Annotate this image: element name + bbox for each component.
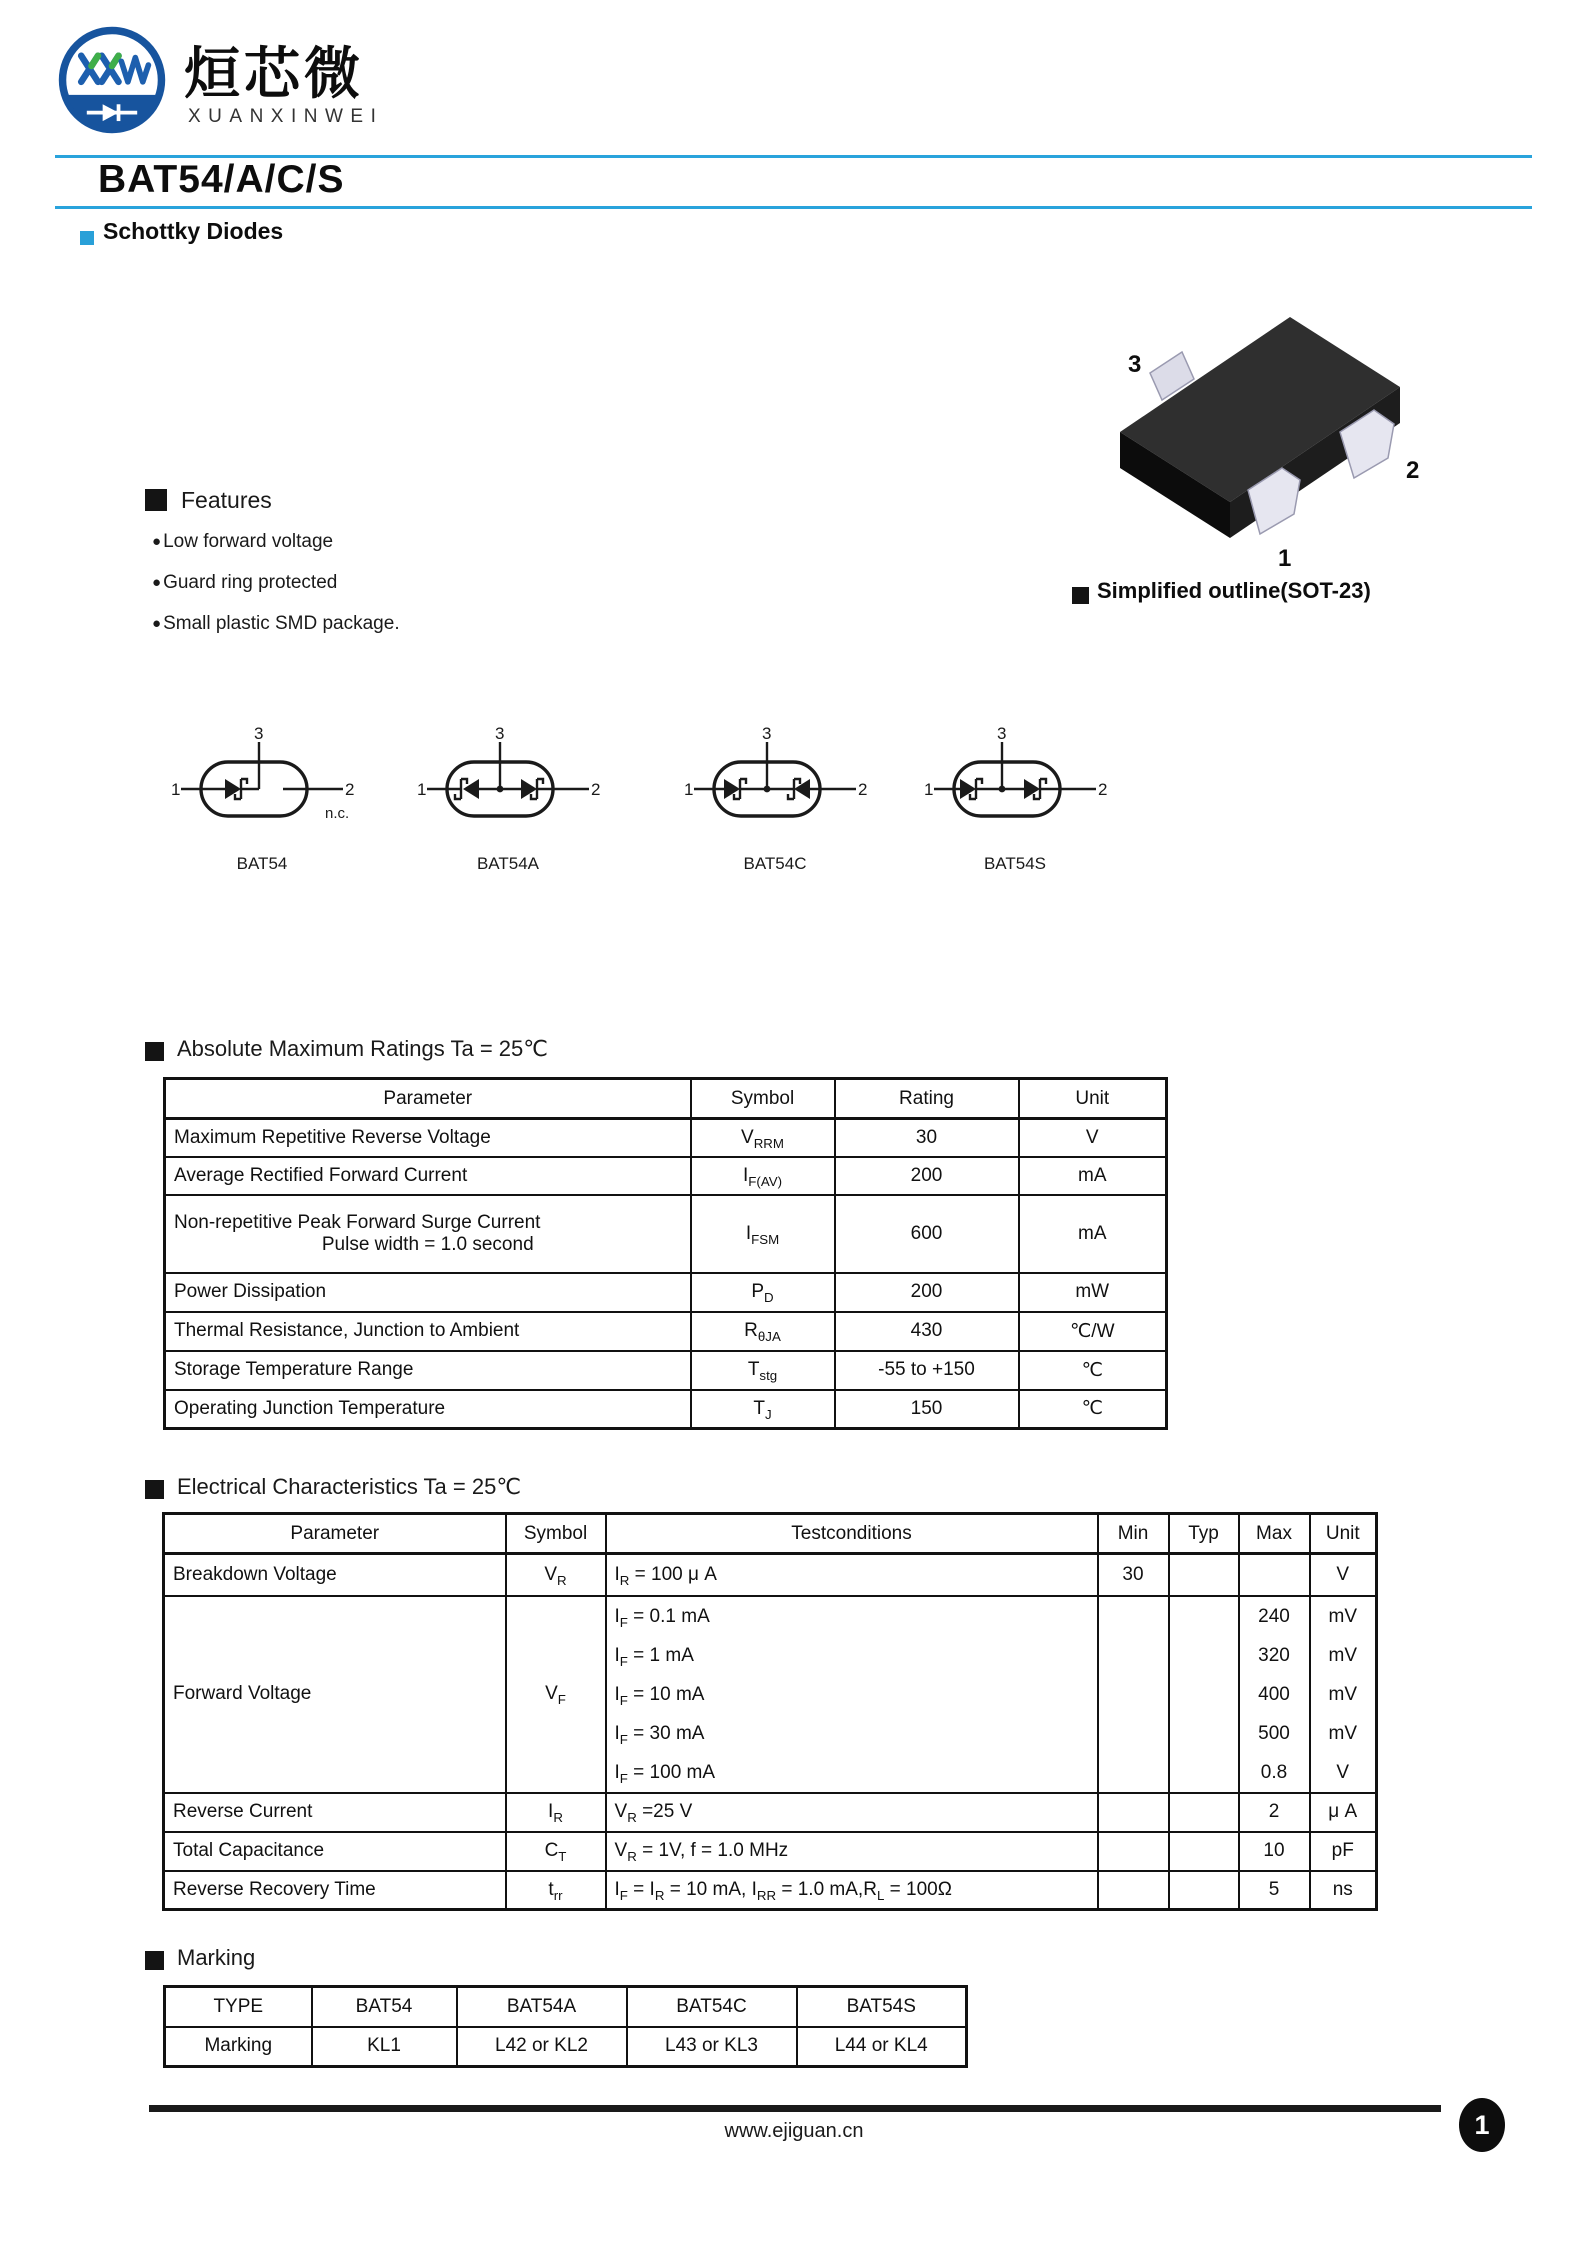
footer-website: www.ejiguan.cn: [724, 2120, 864, 2142]
table-row-forward-voltage: [164, 1596, 1377, 1793]
max-cell: [1239, 1554, 1310, 1596]
unit-cell: mA: [1019, 1195, 1167, 1273]
pin1-label: 1: [171, 780, 181, 799]
company-logo: [56, 24, 168, 136]
max-cell: 2: [1239, 1793, 1310, 1832]
unit-cell: pF: [1310, 1832, 1377, 1871]
rating-cell: 430: [835, 1312, 1019, 1351]
electrical-bullet-square: [145, 1480, 164, 1499]
parameter-cell: Average Rectified Forward Current: [165, 1157, 691, 1195]
table-row: [165, 1195, 1167, 1273]
table-row: [164, 1793, 1377, 1832]
type-cell: BAT54A: [457, 1987, 627, 2027]
rating-cell: 150: [835, 1390, 1019, 1429]
pin2-label: 2: [591, 780, 601, 799]
col-header: Parameter: [165, 1079, 691, 1119]
typ-cell: [1169, 1832, 1239, 1871]
pin2-label: 2: [345, 780, 355, 799]
parameter-cell: Total Capacitance: [164, 1832, 506, 1871]
symbol-cell: $I_{FSM}$: [691, 1195, 835, 1273]
typ-cell: [1169, 1554, 1239, 1596]
type-header-cell: TYPE: [165, 1987, 312, 2027]
unit-cell: mA: [1019, 1157, 1167, 1195]
type-cell: BAT54C: [627, 1987, 797, 2027]
parameter-cell: Forward Voltage: [164, 1596, 506, 1793]
col-header: Min: [1098, 1514, 1169, 1554]
type-cell: BAT54S: [797, 1987, 967, 2027]
parameter-cell: Reverse Recovery Time: [164, 1871, 506, 1910]
absmax-heading: Absolute Maximum Ratings Ta = 25℃: [177, 1036, 548, 1061]
table-row: [165, 1312, 1167, 1351]
marking-header-cell: Marking: [165, 2027, 312, 2067]
diagram-label: BAT54: [236, 854, 288, 873]
feature-item: ● Low forward voltage: [152, 531, 334, 552]
header-rule-bottom: [55, 206, 1532, 209]
pin2-label: 2: [1098, 780, 1108, 799]
pin3-label: 3: [254, 726, 264, 743]
col-header: Rating: [835, 1079, 1019, 1119]
absolute-maximum-ratings-table: [163, 1077, 1168, 1430]
parameter-cell: Operating Junction Temperature: [165, 1390, 691, 1429]
sot23-package-figure: [1085, 282, 1435, 582]
symbol-cell: $T_J$: [691, 1390, 835, 1429]
features-bullet-square: [145, 489, 167, 511]
parameter-cell: Storage Temperature Range: [165, 1351, 691, 1390]
pin1-label: 1: [924, 780, 934, 799]
diagram-label: BAT54A: [476, 854, 540, 873]
pin3-label: 3: [495, 726, 505, 743]
unit-cell: ℃: [1019, 1390, 1167, 1429]
condition-cell: $V_R =25$ V: [606, 1793, 1098, 1832]
col-header: Symbol: [691, 1079, 835, 1119]
electrical-characteristics-table: [162, 1512, 1378, 1911]
table-header-row: [165, 1079, 1167, 1119]
min-cell: [1098, 1871, 1169, 1910]
marking-cell: KL1: [312, 2027, 457, 2067]
condition-cell: $I_F = I_R = 10$ mA, $I_{RR} = 1.0$ $mA,R_L = 100\Omega$: [606, 1871, 1098, 1910]
pin1-label: 1: [1278, 545, 1292, 572]
condition-cell: $I_R = 100$ μ A: [606, 1554, 1098, 1596]
symbol-cell: $t_{rr}$: [506, 1871, 606, 1910]
unit-cell: mV mV mV mV V: [1310, 1596, 1377, 1793]
bullet-icon: ●: [152, 533, 162, 550]
symbol-cell: $I_R$: [506, 1793, 606, 1832]
absmax-bullet-square: [145, 1042, 164, 1061]
condition-cell: $I_F = 0.1$ mA $I_F = 1$ mA $I_F = 10$ mA $I_F = 30$ mA $I_F = 100$ mA: [606, 1596, 1098, 1793]
marking-heading: Marking: [177, 1945, 256, 1970]
features-heading: Features: [181, 487, 272, 513]
parameter-cell: Breakdown Voltage: [164, 1554, 506, 1596]
diagram-label: BAT54S: [983, 854, 1047, 873]
rating-cell: 200: [835, 1157, 1019, 1195]
marking-bullet-square: [145, 1951, 164, 1970]
col-header: Symbol: [506, 1514, 606, 1554]
diagram-label: BAT54C: [743, 854, 807, 873]
symbol-cell: $V_F$: [506, 1596, 606, 1793]
company-name-latin: XUANXINWEI: [188, 106, 384, 127]
type-cell: BAT54: [312, 1987, 457, 2027]
page-number-badge: [1459, 2098, 1505, 2152]
outline-heading: Simplified outline(SOT-23): [1097, 578, 1371, 603]
subtitle-bullet-square: [80, 231, 94, 245]
pin1-label: 1: [684, 780, 694, 799]
max-cell: 10: [1239, 1832, 1310, 1871]
marking-cell: L43 or KL3: [627, 2027, 797, 2067]
rating-cell: 600: [835, 1195, 1019, 1273]
table-row: [165, 2027, 967, 2067]
page-number: 1: [1474, 2109, 1490, 2140]
feature-item: ● Small plastic SMD package.: [152, 613, 400, 634]
pin1-label: 1: [417, 780, 427, 799]
max-cell: 240 320 400 500 0.8: [1239, 1596, 1310, 1793]
table-row: [164, 1871, 1377, 1910]
pin2-label: 2: [858, 780, 868, 799]
bat54c-symbol: [680, 726, 870, 852]
part-number-title: BAT54/A/C/S: [98, 158, 345, 201]
col-header: Parameter: [164, 1514, 506, 1554]
bat54-symbol: [167, 726, 357, 852]
bat54s-symbol: [920, 726, 1110, 852]
marking-table: [163, 1985, 968, 2068]
footer-rule: [149, 2105, 1441, 2112]
unit-cell: ℃/W: [1019, 1312, 1167, 1351]
pin3-label: 3: [997, 726, 1007, 743]
pin3-label: 3: [762, 726, 772, 743]
col-header: Max: [1239, 1514, 1310, 1554]
rating-cell: -55 to +150: [835, 1351, 1019, 1390]
rating-cell: 30: [835, 1119, 1019, 1157]
feature-item: ● Guard ring protected: [152, 572, 338, 593]
parameter-cell: Reverse Current: [164, 1793, 506, 1832]
parameter-cell: Thermal Resistance, Junction to Ambient: [165, 1312, 691, 1351]
table-row: [165, 1390, 1167, 1429]
unit-cell: V: [1019, 1119, 1167, 1157]
symbol-cell: $V_R$: [506, 1554, 606, 1596]
min-cell: 30: [1098, 1554, 1169, 1596]
unit-cell: mW: [1019, 1273, 1167, 1312]
bullet-icon: ●: [152, 574, 162, 591]
company-name-chinese: 烜芯微: [184, 42, 364, 107]
min-cell: [1098, 1596, 1169, 1793]
symbol-cell: $I_{F(AV)}$: [691, 1157, 835, 1195]
table-row: [165, 1119, 1167, 1157]
unit-cell: ns: [1310, 1871, 1377, 1910]
typ-cell: [1169, 1871, 1239, 1910]
nc-label: n.c.: [325, 805, 350, 822]
condition-cell: $V_R = 1V$, f = 1.0 MHz: [606, 1832, 1098, 1871]
col-header: Unit: [1310, 1514, 1377, 1554]
typ-cell: [1169, 1793, 1239, 1832]
symbol-cell: $C_T$: [506, 1832, 606, 1871]
marking-cell: L44 or KL4: [797, 2027, 967, 2067]
rating-cell: 200: [835, 1273, 1019, 1312]
device-type-subtitle: Schottky Diodes: [103, 218, 284, 244]
unit-cell: ℃: [1019, 1351, 1167, 1390]
symbol-cell: $T_{stg}$: [691, 1351, 835, 1390]
bat54a-symbol: [413, 726, 603, 852]
min-cell: [1098, 1793, 1169, 1832]
max-cell: 5: [1239, 1871, 1310, 1910]
parameter-cell: Non-repetitive Peak Forward Surge Current Pulse width = 1.0 second: [165, 1195, 691, 1273]
unit-cell: μ A: [1310, 1793, 1377, 1832]
table-row: [164, 1832, 1377, 1871]
min-cell: [1098, 1832, 1169, 1871]
table-row: [165, 1987, 967, 2027]
col-header: Testconditions: [606, 1514, 1098, 1554]
bullet-icon: ●: [152, 615, 162, 632]
table-row: [165, 1351, 1167, 1390]
col-header: Typ: [1169, 1514, 1239, 1554]
pin2-label: 2: [1406, 457, 1420, 484]
pin3-label: 3: [1128, 351, 1142, 378]
outline-bullet-square: [1072, 587, 1089, 604]
table-row: [165, 1273, 1167, 1312]
unit-cell: V: [1310, 1554, 1377, 1596]
table-row: [165, 1157, 1167, 1195]
table-row: [164, 1554, 1377, 1596]
col-header: Unit: [1019, 1079, 1167, 1119]
electrical-heading: Electrical Characteristics Ta = 25℃: [177, 1474, 522, 1499]
parameter-cell: Power Dissipation: [165, 1273, 691, 1312]
symbol-cell: $V_{RRM}$: [691, 1119, 835, 1157]
parameter-cell: Maximum Repetitive Reverse Voltage: [165, 1119, 691, 1157]
symbol-cell: $R_{\theta JA}$: [691, 1312, 835, 1351]
typ-cell: [1169, 1596, 1239, 1793]
symbol-cell: $P_D$: [691, 1273, 835, 1312]
table-header-row: [164, 1514, 1377, 1554]
marking-cell: L42 or KL2: [457, 2027, 627, 2067]
